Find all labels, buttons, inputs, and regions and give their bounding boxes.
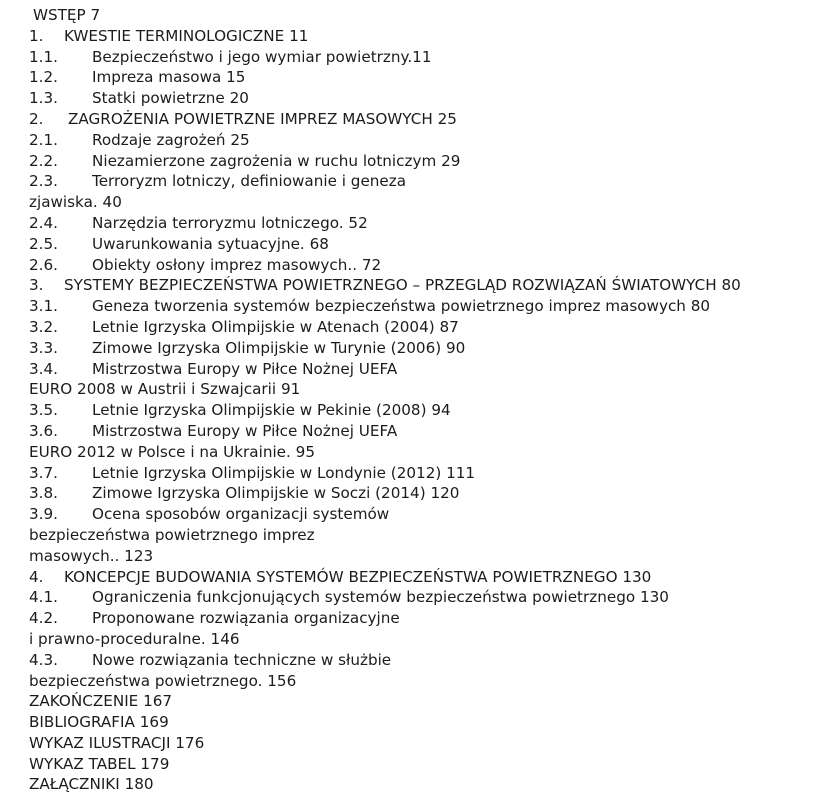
toc-entry-title: WSTĘP 7 [33, 6, 101, 24]
toc-section-3-9-continuation [0, 546, 824, 567]
toc-entry-number: 3.3. [29, 338, 58, 357]
toc-entry-title: SYSTEMY BEZPIECZEŃSTWA POWIETRZNEGO – PRZEGLĄD ROZWIĄZAŃ ŚWIATOWYCH 80 [64, 276, 741, 295]
toc-section-4-2-continuation [0, 629, 824, 650]
toc-entry-number: 1.1. [29, 47, 58, 66]
toc-section-3-7 [0, 463, 824, 484]
toc-entry-title: Bezpieczeństwo i jego wymiar powietrzny.11 [92, 47, 432, 66]
toc-entry-title: Ocena sposobów organizacji systemów [92, 505, 390, 524]
toc-section-3-6 [0, 421, 824, 442]
toc-entry-title: Zimowe Igrzyska Olimpijskie w Soczi (2014) 120 [92, 484, 460, 503]
toc-entry-ending [0, 691, 824, 712]
toc-chapter-2 [0, 109, 824, 130]
toc-entry-number: 4. [29, 567, 44, 586]
toc-chapter-1 [0, 26, 824, 47]
toc-section-3-5 [0, 400, 824, 421]
toc-section-3-4-continuation [0, 379, 824, 400]
toc-chapter-3 [0, 275, 824, 296]
toc-entry-number: 1.2. [29, 68, 58, 87]
toc-entry-title: KWESTIE TERMINOLOGICZNE 11 [64, 26, 309, 45]
toc-entry-title: Zimowe Igrzyska Olimpijskie w Turynie (2006) 90 [92, 338, 466, 357]
toc-section-3-1 [0, 296, 824, 317]
toc-entry-number: 2.4. [29, 213, 58, 232]
toc-entry-title: Niezamierzone zagrożenia w ruchu lotniczym 29 [92, 151, 461, 170]
toc-entry-number: 4.1. [29, 588, 58, 607]
toc-entry-title: ZAGROŻENIA POWIETRZNE IMPREZ MASOWYCH 25 [68, 109, 457, 128]
toc-entry-title: Nowe rozwiązania techniczne w służbie [92, 650, 392, 669]
toc-entry-number: 3.7. [29, 463, 58, 482]
toc-entry-title: Letnie Igrzyska Olimpijskie w Pekinie (2008) 94 [92, 401, 451, 420]
toc-entry-number: 2.6. [29, 255, 58, 274]
toc-entry-continuation: i prawno-proceduralne. 146 [29, 629, 240, 648]
toc-entry-title: WYKAZ ILUSTRACJI 176 [29, 733, 205, 752]
toc-entry-tables [0, 754, 824, 775]
toc-entry-title: KONCEPCJE BUDOWANIA SYSTEMÓW BEZPIECZEŃSTWA POWIETRZNEGO 130 [64, 567, 652, 586]
toc-entry-number: 3.8. [29, 484, 58, 503]
toc-section-4-3-continuation [0, 671, 824, 692]
toc-entry-title: Ograniczenia funkcjonujących systemów bezpieczeństwa powietrznego 130 [92, 588, 669, 607]
toc-entry-title: WYKAZ TABEL 179 [29, 754, 170, 773]
toc-entry-number: 3.5. [29, 401, 58, 420]
toc-entry-continuation: masowych.. 123 [29, 546, 154, 565]
toc-entry-intro [0, 5, 824, 26]
toc-entry-appendices [0, 774, 824, 795]
toc-section-1-3 [0, 88, 824, 109]
toc-entry-continuation: zjawiska. 40 [29, 193, 122, 212]
toc-section-4-2 [0, 608, 824, 629]
toc-section-3-9-continuation [0, 525, 824, 546]
toc-section-4-1 [0, 587, 824, 608]
toc-entry-number: 3.4. [29, 359, 58, 378]
toc-entry-title: Statki powietrzne 20 [92, 89, 249, 108]
toc-entry-title: BIBLIOGRAFIA 169 [29, 713, 169, 732]
toc-entry-number: 2.1. [29, 130, 58, 149]
toc-section-2-4 [0, 213, 824, 234]
toc-section-2-6 [0, 255, 824, 276]
toc-section-1-1 [0, 47, 824, 68]
toc-entry-number: 1. [29, 26, 44, 45]
toc-entry-title: Impreza masowa 15 [92, 68, 246, 87]
toc-entry-bibliography [0, 712, 824, 733]
toc-section-3-6-continuation [0, 442, 824, 463]
toc-section-4-3 [0, 650, 824, 671]
toc-entry-continuation: EURO 2012 w Polsce i na Ukrainie. 95 [29, 442, 315, 461]
toc-entry-continuation: bezpieczeństwa powietrznego imprez [29, 525, 315, 544]
table-of-contents [0, 5, 824, 795]
toc-entry-title: Mistrzostwa Europy w Piłce Nożnej UEFA [92, 359, 398, 378]
toc-entry-number: 4.3. [29, 650, 58, 669]
toc-entry-number: 1.3. [29, 89, 58, 108]
toc-entry-title: ZAKOŃCZENIE 167 [29, 692, 173, 711]
toc-entry-title: Narzędzia terroryzmu lotniczego. 52 [92, 213, 368, 232]
toc-entry-continuation: EURO 2008 w Austrii i Szwajcarii 91 [29, 380, 301, 399]
toc-section-1-2 [0, 67, 824, 88]
toc-entry-title: Proponowane rozwiązania organizacyjne [92, 609, 400, 628]
toc-entry-number: 2. [29, 109, 44, 128]
toc-chapter-4 [0, 567, 824, 588]
toc-entry-illustrations [0, 733, 824, 754]
toc-entry-number: 2.5. [29, 234, 58, 253]
toc-entry-number: 2.2. [29, 151, 58, 170]
toc-section-3-4 [0, 359, 824, 380]
toc-section-2-1 [0, 130, 824, 151]
toc-section-2-3 [0, 171, 824, 192]
toc-entry-title: Terroryzm lotniczy, definiowanie i geneza [92, 172, 407, 191]
toc-entry-number: 4.2. [29, 609, 58, 628]
toc-entry-title: Uwarunkowania sytuacyjne. 68 [92, 234, 329, 253]
toc-section-2-2 [0, 151, 824, 172]
toc-entry-number: 3.9. [29, 505, 58, 524]
toc-entry-number: 3.1. [29, 297, 58, 316]
toc-entry-title: Rodzaje zagrożeń 25 [92, 130, 250, 149]
toc-section-3-2 [0, 317, 824, 338]
toc-entry-title: Geneza tworzenia systemów bezpieczeństwa powietrznego imprez masowych 80 [92, 297, 711, 316]
toc-entry-title: ZAŁĄCZNIKI 180 [29, 775, 154, 794]
toc-entry-title: Letnie Igrzyska Olimpijskie w Atenach (2004) 87 [92, 317, 459, 336]
toc-section-2-3-continuation [0, 192, 824, 213]
toc-entry-number: 3. [29, 276, 44, 295]
toc-entry-title: Obiekty osłony imprez masowych.. 72 [92, 255, 382, 274]
toc-section-3-9 [0, 504, 824, 525]
toc-entry-continuation: bezpieczeństwa powietrznego. 156 [29, 671, 297, 690]
toc-entry-title: Mistrzostwa Europy w Piłce Nożnej UEFA [92, 421, 398, 440]
toc-entry-number: 3.2. [29, 317, 58, 336]
toc-entry-title: Letnie Igrzyska Olimpijskie w Londynie (2012) 111 [92, 463, 476, 482]
toc-section-2-5 [0, 234, 824, 255]
toc-entry-number: 2.3. [29, 172, 58, 191]
toc-section-3-3 [0, 338, 824, 359]
toc-section-3-8 [0, 483, 824, 504]
toc-entry-number: 3.6. [29, 421, 58, 440]
